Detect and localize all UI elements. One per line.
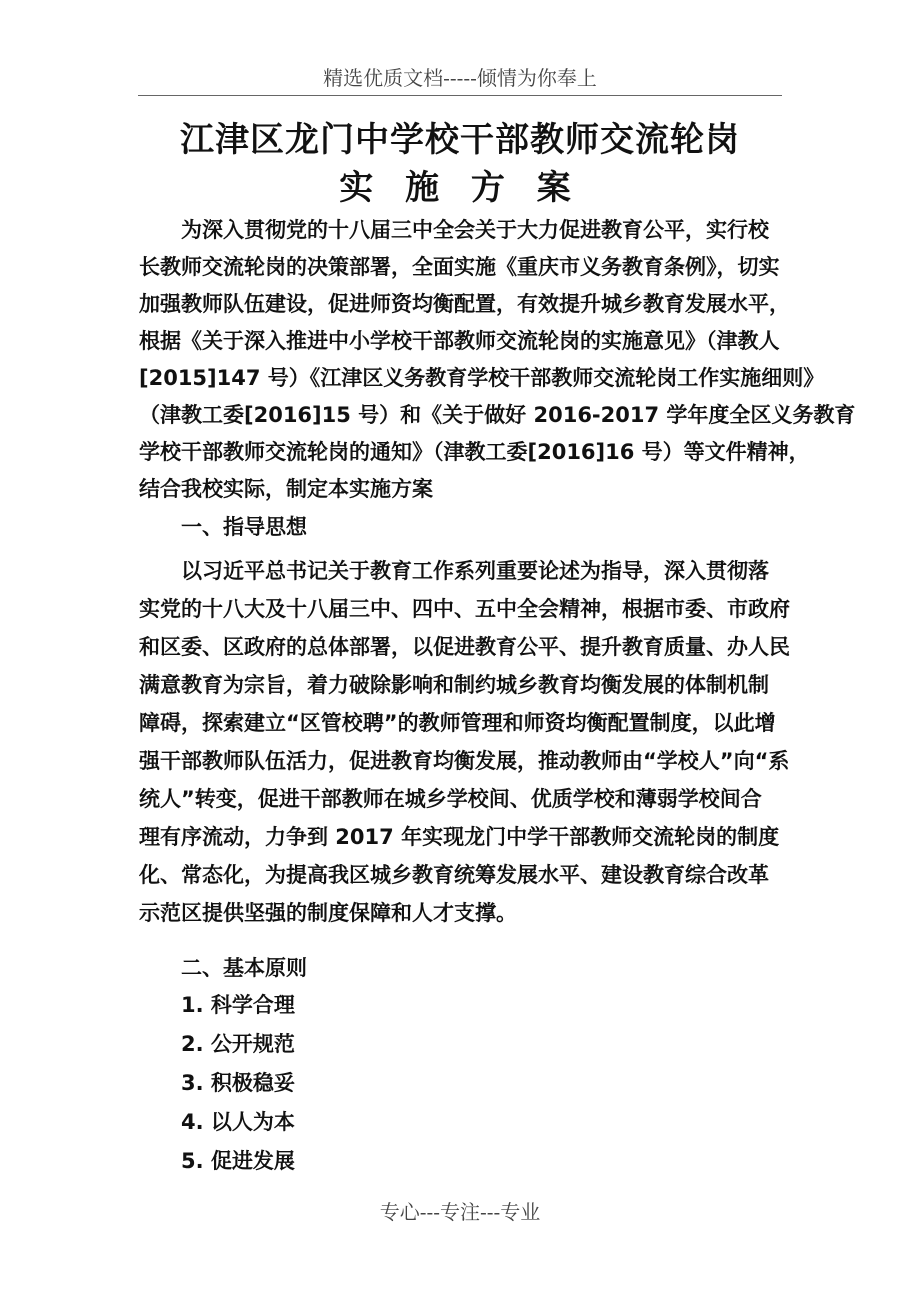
section1-line: 化、常态化，为提高我区城乡教育统筹发展水平、建设教育综合改革 (139, 863, 769, 887)
page-header: 精选优质文档-----倾情为你奉上 (138, 62, 782, 96)
section1-line: 满意教育为宗旨，着力破除影响和制约城乡教育均衡发展的体制机制 (139, 673, 769, 697)
intro-line: 根据《关于深入推进中小学校干部教师交流轮岗的实施意见》（津教人 (139, 329, 780, 353)
section1-line: 障碍，探索建立“区管校聘”的教师管理和师资均衡配置制度，以此增 (139, 711, 776, 735)
intro-line: （津教工委[2016]15 号）和《关于做好 2016-2017 学年度全区义务教育 (139, 403, 856, 427)
section-heading-basic-principles: 二、基本原则 (181, 956, 307, 980)
intro-line: 学校干部教师交流轮岗的通知》（津教工委[2016]16 号）等文件精神， (139, 440, 810, 464)
intro-line: 结合我校实际，制定本实施方案 (139, 477, 433, 501)
page-footer: 专心---专注---专业 (379, 1200, 541, 1224)
section-heading-guiding-ideology: 一、指导思想 (181, 515, 307, 539)
section1-line: 统人”转变，促进干部教师在城乡学校间、优质学校和薄弱学校间合 (139, 787, 762, 811)
principle-item: 5. 促进发展 (181, 1149, 295, 1173)
section1-line: 实党的十八大及十八届三中、四中、五中全会精神，根据市委、市政府 (139, 597, 790, 621)
section1-line: 理有序流动，力争到 2017 年实现龙门中学干部教师交流轮岗的制度 (139, 825, 780, 849)
intro-line: [2015]147 号）《江津区义务教育学校干部教师交流轮岗工作实施细则》 (139, 366, 825, 390)
intro-line: 为深入贯彻党的十八届三中全会关于大力促进教育公平，实行校 (181, 218, 769, 242)
document-title-line-2: 实 施 方 案 (339, 168, 581, 208)
document-title-line-1: 江津区龙门中学校干部教师交流轮岗 (180, 120, 740, 160)
section1-line: 强干部教师队伍活力，促进教育均衡发展，推动教师由“学校人”向“系 (139, 749, 790, 773)
section1-line: 和区委、区政府的总体部署，以促进教育公平、提升教育质量、办人民 (139, 635, 790, 659)
section1-line: 以习近平总书记关于教育工作系列重要论述为指导，深入贯彻落 (181, 559, 769, 583)
principle-item: 4. 以人为本 (181, 1110, 295, 1134)
intro-line: 加强教师队伍建设，促进师资均衡配置，有效提升城乡教育发展水平， (139, 292, 790, 316)
section1-line: 示范区提供坚强的制度保障和人才支撑。 (139, 901, 517, 925)
intro-line: 长教师交流轮岗的决策部署，全面实施《重庆市义务教育条例》，切实 (139, 255, 780, 279)
principle-item: 1. 科学合理 (181, 993, 295, 1017)
principle-item: 2. 公开规范 (181, 1032, 295, 1056)
principle-item: 3. 积极稳妥 (181, 1071, 295, 1095)
